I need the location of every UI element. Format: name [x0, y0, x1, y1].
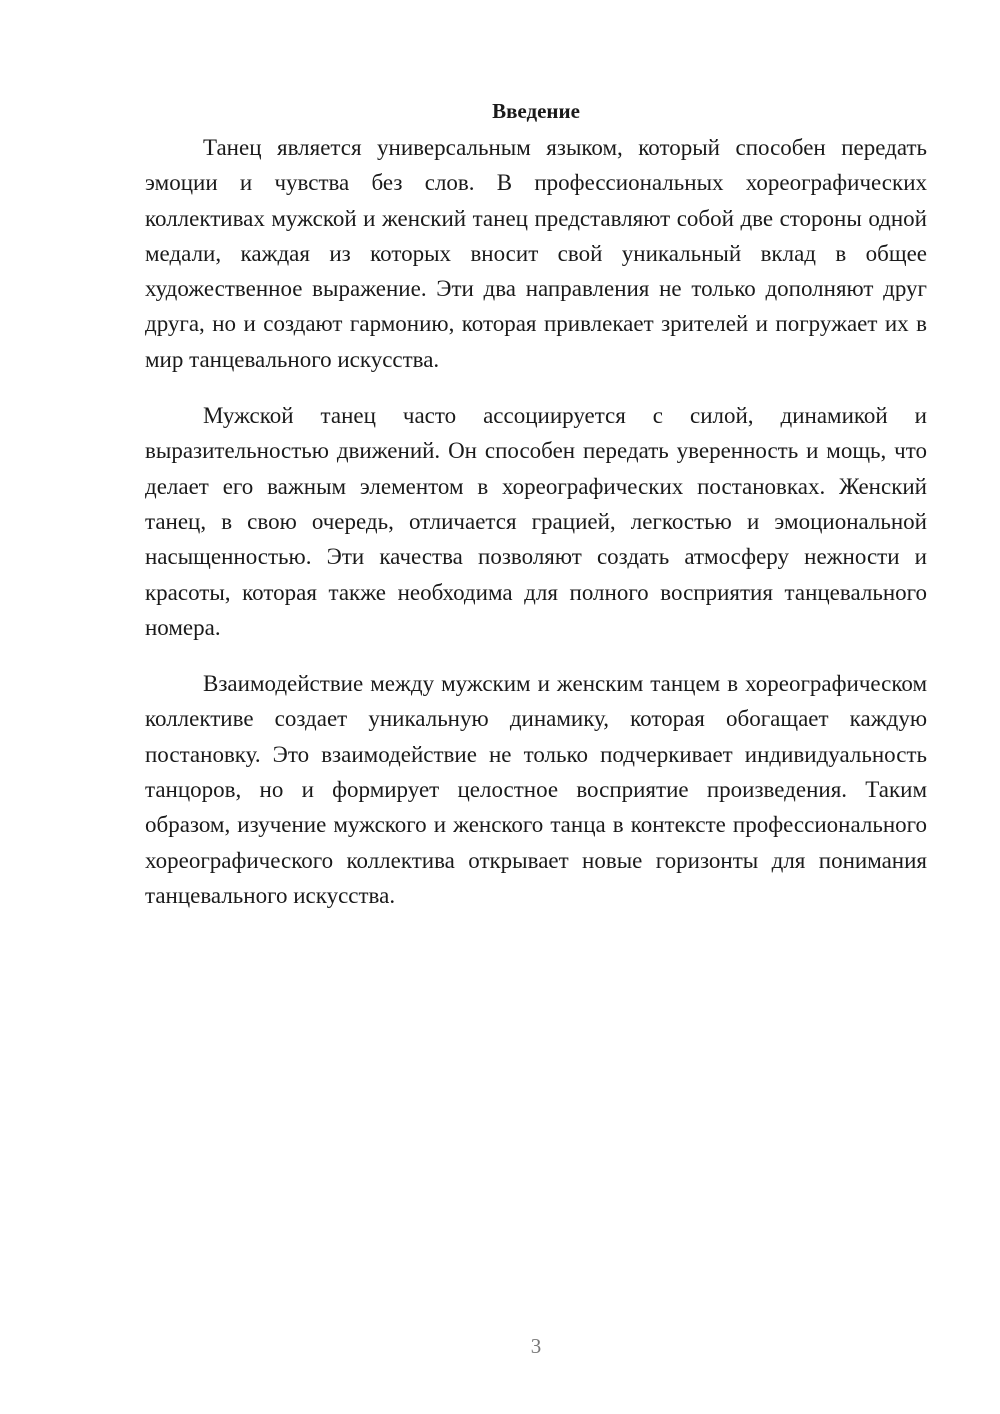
paragraph-2: Мужской танец часто ассоциируется с силой, динамикой и выразительностью движений. Он способен передать уверенность и мощь, что делает его важным элементом в хореографических постановках. Женский танец, в свою очередь, отличается грацией, легкостью и эмоциональной насыщенностью. Эти качества позволяют создать атмосферу нежности и красоты, которая также необходима для полного восприятия танцевального номера.	[145, 403, 927, 640]
section-heading: Введение	[492, 99, 580, 123]
paragraph-3: Взаимодействие между мужским и женским танцем в хореографическом коллективе создает уникальную динамику, которая обогащает каждую постановку. Это взаимодействие не только подчеркивает индивидуальность танцоров, но и формирует целостное восприятие произведения. Таким образом, изучение мужского и женского танца в контексте профессионального хореографического коллектива открывает новые горизонты для понимания танцевального искусства.	[145, 671, 927, 908]
paragraph-1: Танец является универсальным языком, который способен передать эмоции и чувства без слов. В профессиональных хореографических коллективах мужской и женский танец представляют собой две стороны одной медали, каждая из которых вносит свой уникальный вклад в общее художественное выражение. Эти два направления не только дополняют друг друга, но и создают гармонию, которая привлекает зрителей и погружает их в мир танцевального искусства.	[145, 135, 927, 372]
page-number: 3	[530, 1334, 542, 1358]
page-body	[145, 92, 927, 913]
